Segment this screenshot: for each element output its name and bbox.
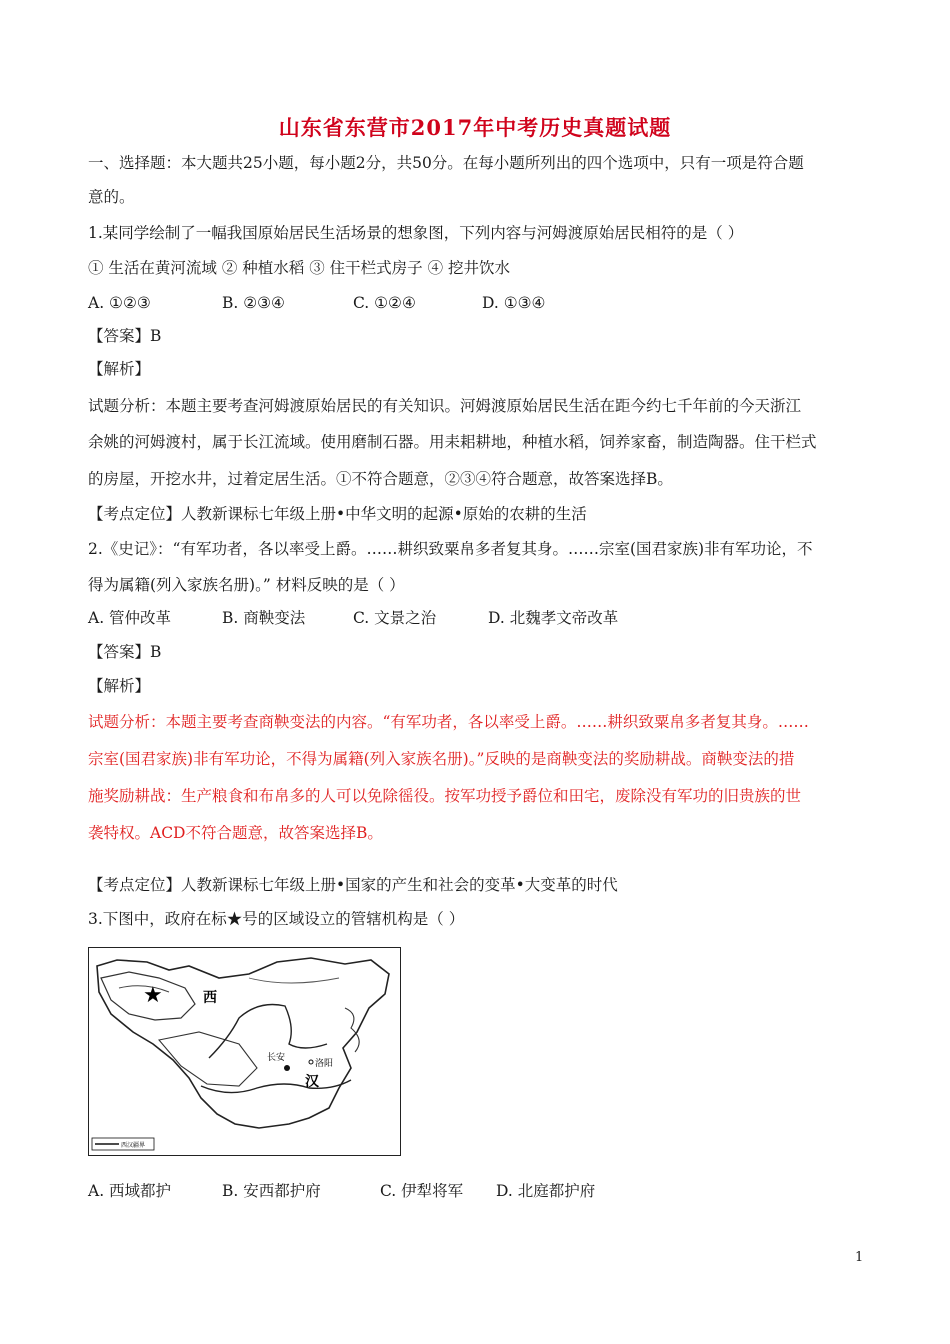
q1-option-b: B. ②③④ — [222, 294, 285, 312]
q2-option-d: D. 北魏孝文帝改革 — [488, 609, 619, 627]
q2-answer: 【答案】B — [88, 643, 162, 661]
q2-option-c: C. 文景之治 — [353, 609, 437, 627]
plateau-outline — [159, 1032, 257, 1086]
territory-boundary — [97, 958, 389, 1128]
q1-option-a: A. ①②③ — [88, 294, 151, 312]
page-title: 山东省东营市2017年中考历史真题试题 — [278, 115, 672, 140]
q2-analysis-line3: 施奖励耕战：生产粮食和布帛多的人可以免除徭役。按军功授予爵位和田宅，废除没有军功的旧贵族的世 — [88, 787, 802, 805]
q2-option-a: A. 管仲改革 — [88, 609, 172, 627]
q3-option-b: B. 安西都护府 — [222, 1182, 321, 1200]
q1-answer: 【答案】B — [88, 327, 162, 345]
q2-point: 【考点定位】人教新课标七年级上册•国家的产生和社会的变革•大变革的时代 — [88, 876, 618, 894]
q3-option-d: D. 北庭都护府 — [496, 1182, 596, 1200]
section-instruction-line1: 一、选择题：本大题共25小题，每小题2分，共50分。在每小题所列出的四个选项中，只有一项是符合题 — [88, 154, 804, 172]
q3-option-a: A. 西域都护 — [88, 1182, 172, 1200]
western-han-map — [88, 947, 401, 1156]
section-instruction-line2: 意的。 — [88, 188, 135, 206]
map-label-xi: 西 — [203, 990, 217, 1006]
q2-stem-line2: 得为属籍(列入家族名册)。” 材料反映的是（ ） — [88, 576, 405, 594]
q1-point: 【考点定位】人教新课标七年级上册•中华文明的起源•原始的农耕的生活 — [88, 505, 587, 523]
q1-items: ① 生活在黄河流域 ② 种植水稻 ③ 住干栏式房子 ④ 挖井饮水 — [88, 259, 510, 277]
map-label-luoyang: 洛阳 — [315, 1059, 334, 1069]
map-drawing — [89, 948, 399, 1154]
q1-analysis-label: 【解析】 — [88, 360, 151, 378]
page-number: 1 — [855, 1250, 864, 1265]
q2-analysis-line2: 宗室(国君家族)非有军功论，不得为属籍(列入家族名册)。”反映的是商鞅变法的奖励耕战。商鞅变法的措 — [88, 750, 795, 768]
q3-option-c: C. 伊犁将军 — [380, 1182, 464, 1200]
q2-option-b: B. 商鞅变法 — [222, 609, 306, 627]
northern-desert — [249, 978, 339, 983]
q3-stem: 3.下图中，政府在标★号的区域设立的管辖机构是（ ） — [88, 910, 465, 928]
q2-analysis-label: 【解析】 — [88, 677, 151, 695]
q1-option-c: C. ①②④ — [353, 294, 416, 312]
q2-stem-line1: 2.《史记》：“有军功者，各以率受上爵。……耕织致粟帛多者复其身。……宗室(国君家族)非有军功论，不 — [88, 540, 813, 558]
q1-stem: 1.某同学绘制了一幅我国原始居民生活场景的想象图，下列内容与河姆渡原始居民相符的是（ ） — [88, 224, 744, 242]
yangtze-river — [201, 1080, 351, 1093]
q1-analysis-line3: 的房屋，开挖水井，过着定居生活。①不符合题意，②③④符合题意，故答案选择B。 — [88, 470, 673, 488]
changan-dot — [284, 1065, 290, 1071]
map-legend-text: 西汉疆界 — [121, 1142, 146, 1149]
yellow-river — [209, 1005, 327, 1059]
map-label-changan: 长安 — [267, 1053, 286, 1063]
q1-option-d: D. ①③④ — [482, 294, 546, 312]
coastline — [345, 1008, 359, 1052]
q1-analysis-line1: 试题分析：本题主要考查河姆渡原始居民的有关知识。河姆渡原始居民生活在距今约七千年前的今天浙江 — [88, 397, 802, 415]
q2-analysis-line4: 袭特权。ACD不符合题意，故答案选择B。 — [88, 824, 383, 842]
star-marker: ★ — [143, 983, 163, 1008]
q1-analysis-line2: 余姚的河姆渡村，属于长江流域。使用磨制石器。用耒耜耕地，种植水稻，饲养家畜，制造陶器。住干栏式 — [88, 433, 817, 451]
q2-analysis-line1: 试题分析：本题主要考查商鞅变法的内容。“有军功者，各以率受上爵。……耕织致粟帛多者复其身。…… — [88, 713, 809, 731]
luoyang-dot — [309, 1060, 313, 1064]
map-label-han: 汉 — [305, 1074, 319, 1090]
